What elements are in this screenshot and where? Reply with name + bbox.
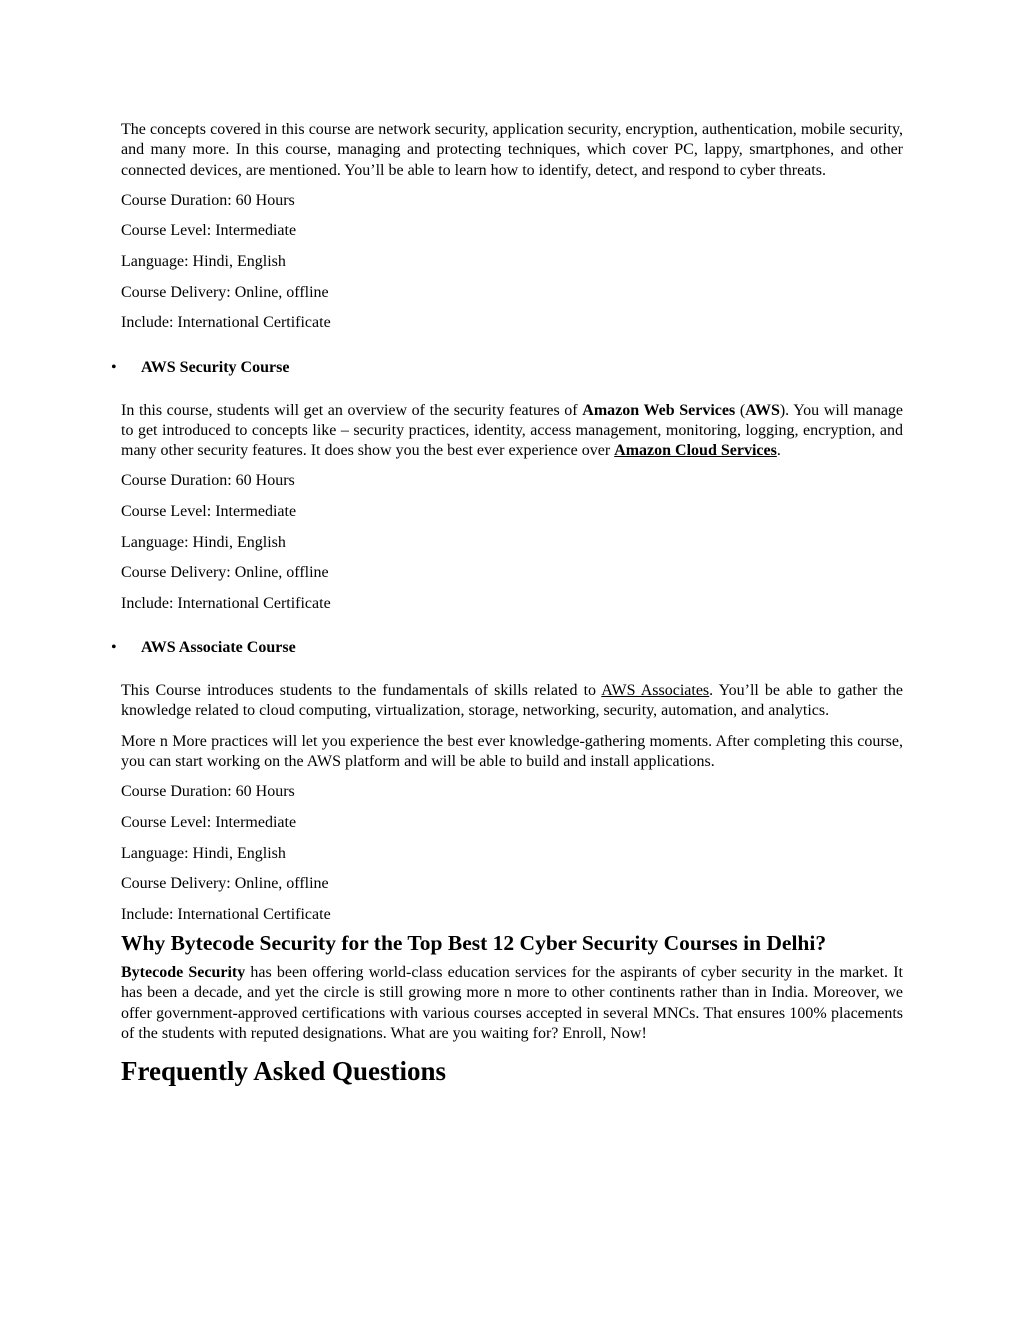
course3-delivery: Course Delivery: Online, offline xyxy=(121,875,329,893)
course3-description xyxy=(121,681,903,722)
course3-desc-text-1: This Course introduces students to the fundamentals of skills related to xyxy=(121,682,602,700)
course3-heading xyxy=(111,638,903,658)
course3-duration: Course Duration: 60 Hours xyxy=(121,783,295,801)
why-heading: Why Bytecode Security for the Top Best 12 Cyber Security Courses in Delhi? xyxy=(121,930,827,955)
course3-level: Course Level: Intermediate xyxy=(121,813,297,831)
course2-desc-text-1: In this course, students will get an overview of the security features of xyxy=(121,401,583,419)
course3-desc-text-2: . You’ll be able to gather the knowledge related to cloud computing, virtualization, storage, networking, security, automation, and analytics. xyxy=(121,682,904,720)
aws-associates-link[interactable]: AWS Associates xyxy=(601,682,710,700)
course1-language: Language: Hindi, English xyxy=(121,253,286,271)
course1-include: Include: International Certificate xyxy=(121,314,331,332)
course2-delivery: Course Delivery: Online, offline xyxy=(121,564,329,582)
bullet-icon: • xyxy=(111,639,117,657)
course3-title: AWS Associate Course xyxy=(141,639,296,657)
faq-heading: Frequently Asked Questions xyxy=(121,1056,447,1087)
course2-desc-bold-1: Amazon Web Services xyxy=(582,401,736,419)
why-body-text: has been offering world-class education services for the aspirants of cyber security in the market. It has been a decade, and yet the circle is still growing more n more to other continents rather than in India. Moreover, we offer government-approved certifications with various courses accepted in several MNCs. That ensures 100% placements of the students with reputed designations. What are you waiting for? Enroll, Now! xyxy=(121,963,904,1042)
course2-desc-text-2: ( xyxy=(735,401,746,419)
course2-heading xyxy=(111,358,903,378)
course2-description xyxy=(121,401,903,462)
course3-include: Include: International Certificate xyxy=(121,905,331,923)
course2-title: AWS Security Course xyxy=(141,358,290,376)
course1-duration: Course Duration: 60 Hours xyxy=(121,191,295,209)
course2-level: Course Level: Intermediate xyxy=(121,503,297,521)
course2-desc-bold-2: AWS xyxy=(745,401,780,419)
course2-desc-text-3: ). You will manage to get introduced to concepts like – security practices, identity, access management, monitoring, logging, encryption, and many other security features. It does show you the best ever experience over xyxy=(121,401,904,460)
course1-description: The concepts covered in this course are network security, application security, encryption, authentication, mobile security, and many more. In this course, managing and protecting techniques, which cover PC, lappy, smartphones, and other connected devices, are mentioned. You’ll be able to learn how to identify, detect, and respond to cyber threats. xyxy=(121,121,903,179)
document-body xyxy=(111,120,904,1088)
course2-include: Include: International Certificate xyxy=(121,594,331,612)
course3-language: Language: Hindi, English xyxy=(121,844,286,862)
course2-duration: Course Duration: 60 Hours xyxy=(121,472,295,490)
amazon-cloud-services-link[interactable]: Amazon Cloud Services xyxy=(614,442,777,460)
course2-language: Language: Hindi, English xyxy=(121,533,286,551)
course2-desc-text-4: . xyxy=(776,442,781,460)
why-body xyxy=(121,963,903,1044)
course3-description-2: More n More practices will let you experience the best ever knowledge-gathering moments. After completing this course, you can start working on the AWS platform and will be able to build and install applications. xyxy=(121,732,903,771)
why-bold-lead: Bytecode Security xyxy=(121,963,246,981)
course1-delivery: Course Delivery: Online, offline xyxy=(121,283,329,301)
course1-level: Course Level: Intermediate xyxy=(121,222,297,240)
bullet-icon: • xyxy=(111,358,117,376)
